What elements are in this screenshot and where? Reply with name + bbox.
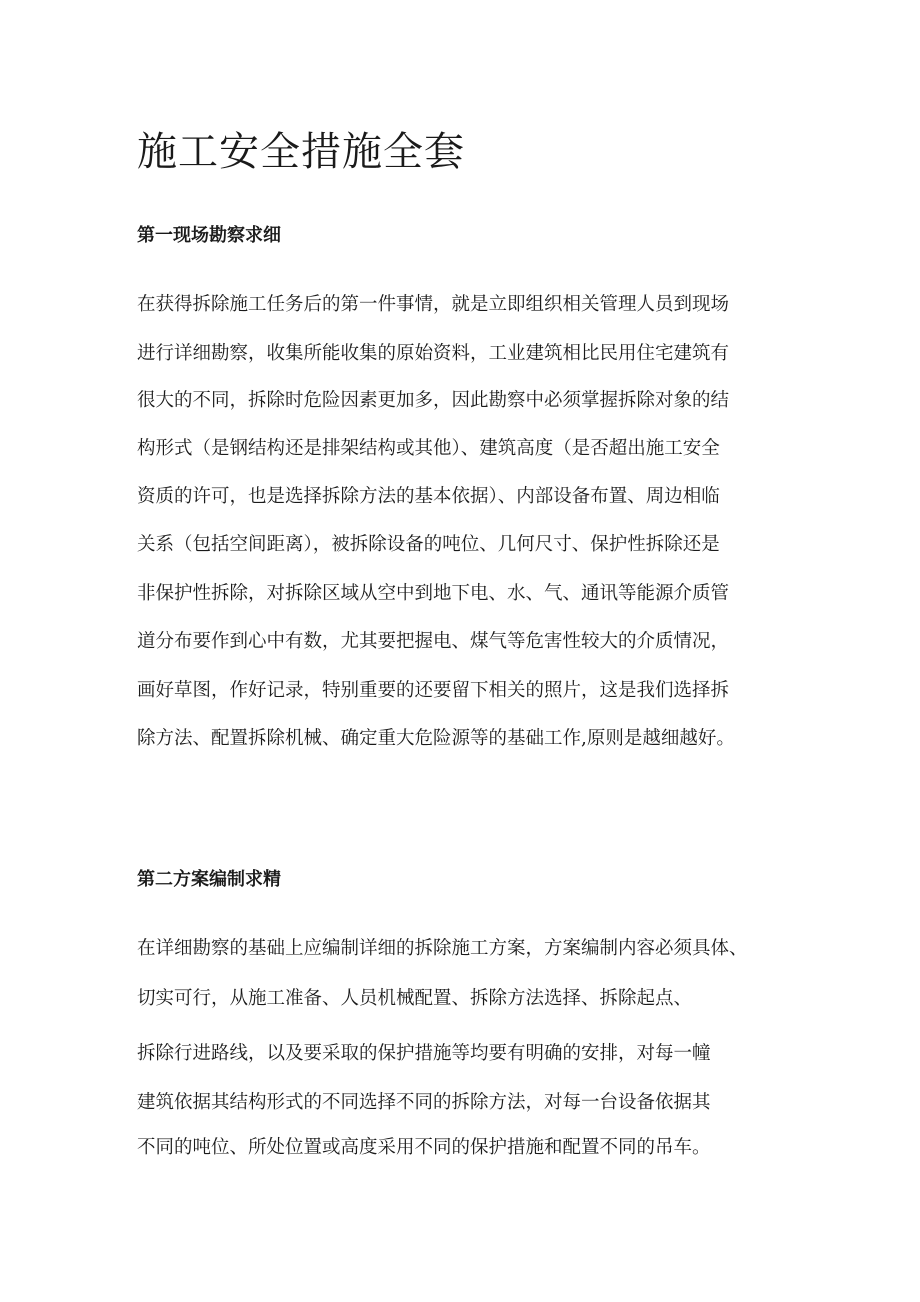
section-1-line: 画好草图，作好记录，特别重要的还要留下相关的照片，这是我们选择拆 (137, 680, 730, 701)
section-2-line: 切实可行，从施工准备、人员机械配置、拆除方法选择、拆除起点、 (137, 988, 693, 1009)
section-1-line: 进行详细勘察，收集所能收集的原始资料，工业建筑相比民用住宅建筑有 (137, 343, 730, 364)
section-1-line: 关系（包括空间距离），被拆除设备的吨位、几何尺寸、保护性拆除还是 (137, 534, 720, 555)
section-1-line: 资质的许可，也是选择拆除方法的基本依据）、内部设备布置、周边相临 (137, 486, 720, 507)
document-title: 施工安全措施全套 (137, 129, 465, 175)
section-1-line: 非保护性拆除，对拆除区域从空中到地下电、水、气、通讯等能源介质管 (137, 583, 730, 604)
section-1-line: 道分布要作到心中有数，尤其要把握电、煤气等危害性较大的介质情况， (137, 631, 730, 652)
section-1-line: 很大的不同，拆除时危险因素更加多，因此勘察中必须掌握拆除对象的结 (137, 390, 730, 411)
section-2-line: 建筑依据其结构形式的不同选择不同的拆除方法，对每一台设备依据其 (137, 1092, 711, 1113)
section-1-line: 构形式（是钢结构还是排架结构或其他）、建筑高度（是否超出施工安全 (137, 438, 720, 459)
section-heading-1: 第一现场勘察求细 (137, 225, 281, 246)
section-heading-2: 第二方案编制求精 (137, 869, 281, 890)
section-2-line: 不同的吨位、所处位置或高度采用不同的保护措施和配置不同的吊车。 (137, 1137, 711, 1158)
section-1-line: 除方法、配置拆除机械、确定重大危险源等的基础工作,原则是越细越好。 (137, 728, 735, 749)
section-2-line: 拆除行进路线，以及要采取的保护措施等均要有明确的安排，对每一幢 (137, 1043, 711, 1064)
section-1-line: 在获得拆除施工任务后的第一件事情，就是立即组织相关管理人员到现场 (137, 294, 730, 315)
section-2-line: 在详细勘察的基础上应编制详细的拆除施工方案，方案编制内容必须具体、 (137, 938, 748, 959)
